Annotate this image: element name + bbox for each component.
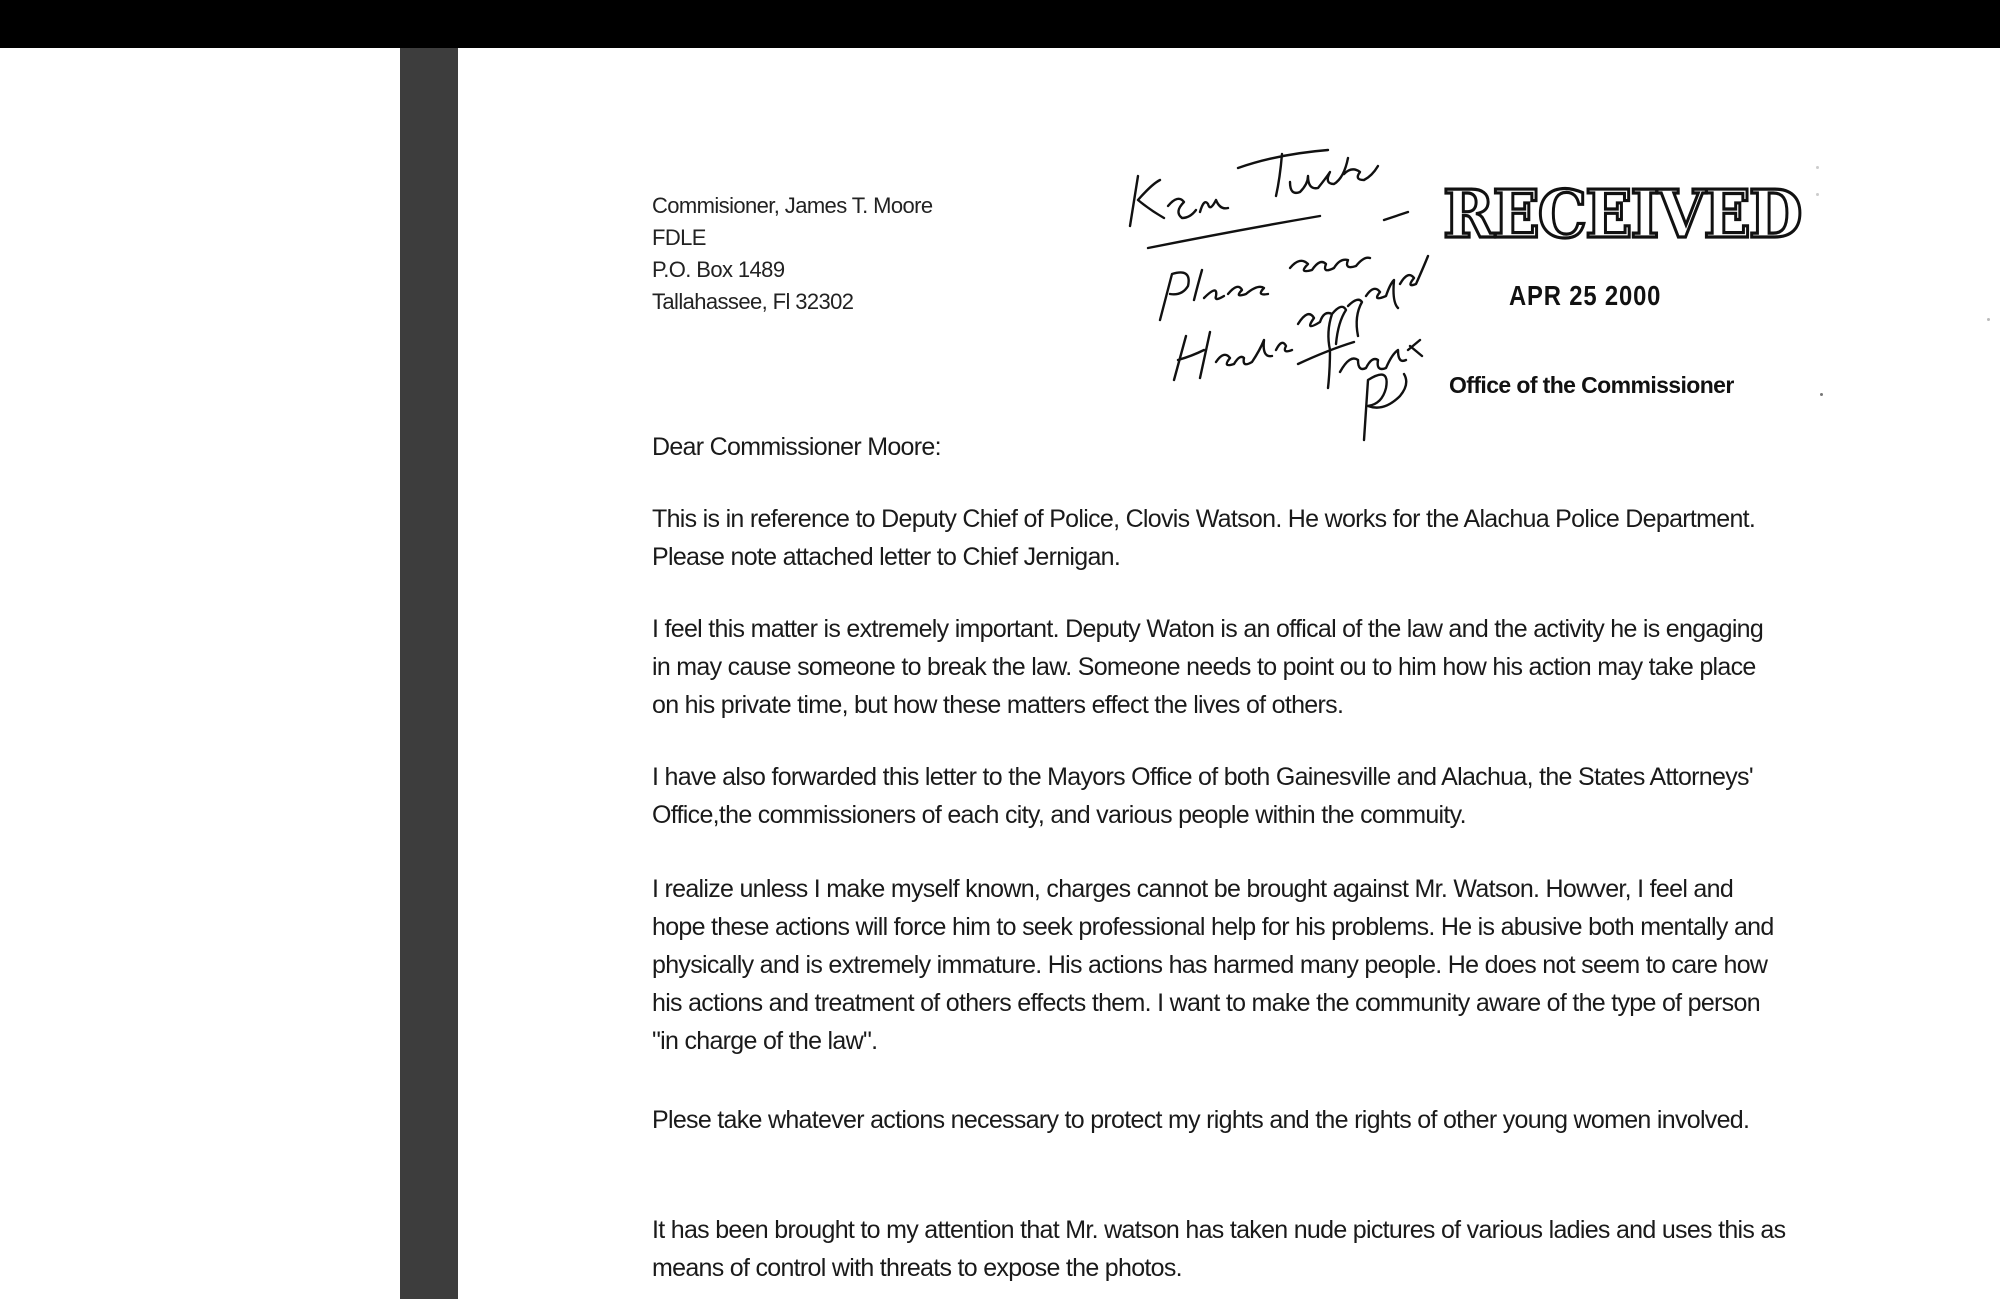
paragraph-text: I realize unless I make myself known, charges cannot be brought against Mr. Watson. Howver, I feel and hope these actions will force him to seek professional help for his problems. He is abusive both mentally and physically and is extremely immature. His actions has harmed many people. He does not seem to care how his actions and treatment of others effects them. I want to make the community aware of the type of person "in charge of the law". (652, 875, 1774, 1055)
paragraph (652, 500, 1787, 576)
scan-speck (1820, 393, 1823, 396)
paragraph-text: This is in reference to Deputy Chief of Police, Clovis Watson. He works for the Alachua Police Department. Please note attached letter to Chief Jernigan. (652, 505, 1756, 571)
scan-speck (1816, 193, 1819, 196)
scan-speck (1816, 166, 1819, 169)
received-stamp (1443, 128, 1801, 428)
paragraph (652, 758, 1787, 834)
paragraph (652, 1101, 1787, 1139)
paragraph-text: I have also forwarded this letter to the Mayors Office of both Gainesville and Alachua, the States Attorneys' Office,the commissioners of each city, and various people within the commuity. (652, 763, 1753, 829)
paragraph (652, 1211, 1787, 1287)
paragraph-text: I feel this matter is extremely important. Deputy Waton is an offical of the law and the activity he is engaging in may cause someone to break the law. Someone needs to point ou to him how his action may take place on his private time, but how these matters effect the lives of others. (652, 615, 1764, 719)
viewer-left-margin (0, 48, 400, 1299)
address-line: FDLE (652, 225, 706, 250)
handwritten-note (1068, 88, 1508, 448)
viewer-gutter (400, 48, 458, 1299)
viewer-top-bar (0, 0, 2000, 48)
stamp-received-text: RECEIVED (1443, 176, 1801, 253)
recipient-address (652, 190, 933, 318)
address-line: P.O. Box 1489 (652, 257, 785, 282)
paragraph (652, 870, 1787, 1060)
address-line: Tallahassee, Fl 32302 (652, 289, 854, 314)
scan-speck (1987, 318, 1990, 321)
paragraph-text: It has been brought to my attention that Mr. watson has taken nude pictures of various ladies and uses this as means of control with threats to expose the photos. (652, 1216, 1786, 1282)
stamp-date: APR 25 2000 (1509, 280, 1662, 311)
paragraph-text: Plese take whatever actions necessary to protect my rights and the rights of other young women involved. (652, 1106, 1750, 1134)
stamp-office: Office of the Commissioner (1449, 372, 1734, 398)
document-page (458, 48, 2000, 1299)
salutation: Dear Commissioner Moore: (652, 433, 941, 461)
address-line: Commisioner, James T. Moore (652, 193, 933, 218)
paragraph (652, 610, 1787, 724)
